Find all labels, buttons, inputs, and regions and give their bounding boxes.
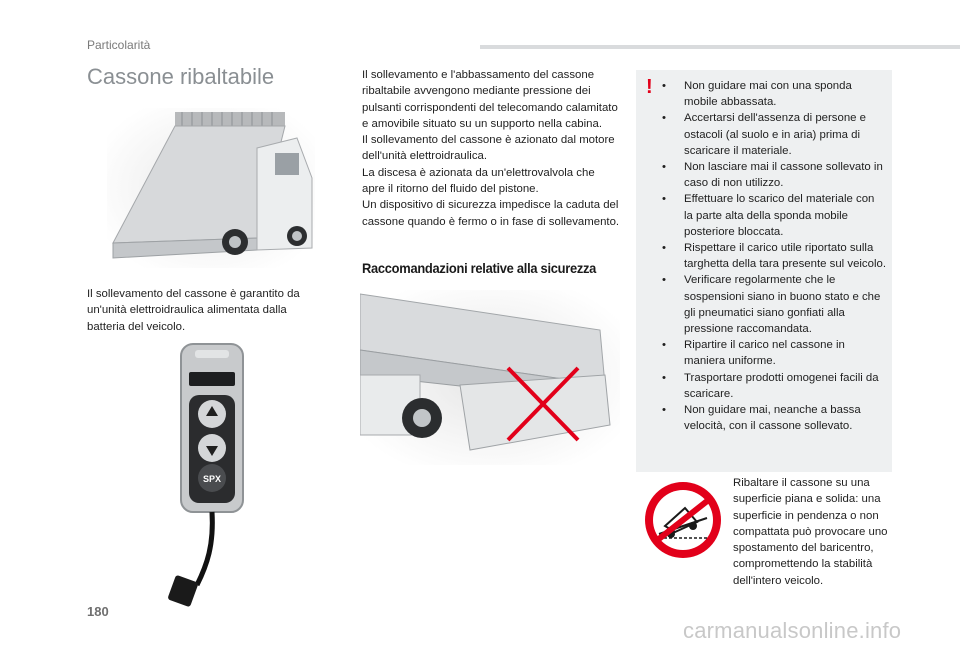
list-item: • Non lasciare mai il cassone sollevato in caso di non utilizzo. [662, 161, 883, 190]
slope-tip-paragraph: Ribaltare il cassone su una superficie piana e solida: una superficie in pendenza o non compattata può provocare uno spostamento del baricentro, compromettendo la stabilità dell'intero veicolo. [733, 477, 888, 587]
list-item: • Non guidare mai, neanche a bassa velocità, con il cassone sollevato. [662, 404, 861, 433]
safety-heading: Raccomandazioni relative alla sicurezza [362, 260, 597, 276]
watermark: carmanualsonline.info [683, 618, 902, 643]
spx-label: SPX [202, 474, 222, 484]
list-item: • Rispettare il carico utile riportato sulla targhetta della tara presente sul veicolo. [662, 242, 886, 271]
warning-icon: ! [646, 76, 653, 98]
list-item: • Accertarsi dell'assenza di persone e ostacoli (al suolo e in aria) prima di scaricare il materiale. [662, 112, 866, 157]
operation-description [362, 67, 620, 230]
list-item: • Effettuare lo scarico del materiale con la parte alta della sponda mobile posteriore bloccata. [662, 193, 875, 238]
list-item: • Non guidare mai con una sponda mobile abbassata. [662, 80, 852, 109]
section-header: Particolarità [87, 38, 151, 52]
remote-control-illustration [167, 340, 257, 615]
header-bar [480, 45, 960, 49]
paragraph-lifting: Il sollevamento del cassone è azionato dal motore dell'unità elettroidraulica. [362, 134, 615, 163]
page-title: Cassone ribaltabile [87, 64, 275, 89]
intro-paragraph: Il sollevamento del cassone è garantito da un'unità elettroidraulica alimentata dalla batteria del veicolo. [87, 288, 300, 333]
paragraph-lowering: La discesa è azionata da un'elettrovalvola che apre il ritorno del fluido del pistone. [362, 166, 595, 196]
paragraph-safety-device: Un dispositivo di sicurezza impedisce la caduta del cassone quando è fermo o in fase di sollevamento. [362, 199, 620, 228]
page-number: 180 [87, 604, 109, 619]
list-item: • Ripartire il carico nel cassone in maniera uniforme. [662, 339, 845, 368]
list-item: • Verificare regolarmente che le sospensioni siano in buono stato e che gli pneumatici siano gonfiati alla pressione raccomandata. [662, 274, 881, 336]
no-slope-tipping-icon [641, 478, 725, 562]
open-tailgate-illustration [360, 290, 620, 465]
warning-list [654, 78, 886, 434]
tipper-truck-illustration [107, 108, 315, 268]
paragraph-controls: Il sollevamento e l'abbassamento del cassone ribaltabile avvengono mediante pressione dei pulsanti corrispondenti del telecomando calamitato e amovibile situato su un supporto nella cabina. [362, 69, 618, 130]
list-item: • Trasportare prodotti omogenei facili da scaricare. [662, 371, 879, 400]
